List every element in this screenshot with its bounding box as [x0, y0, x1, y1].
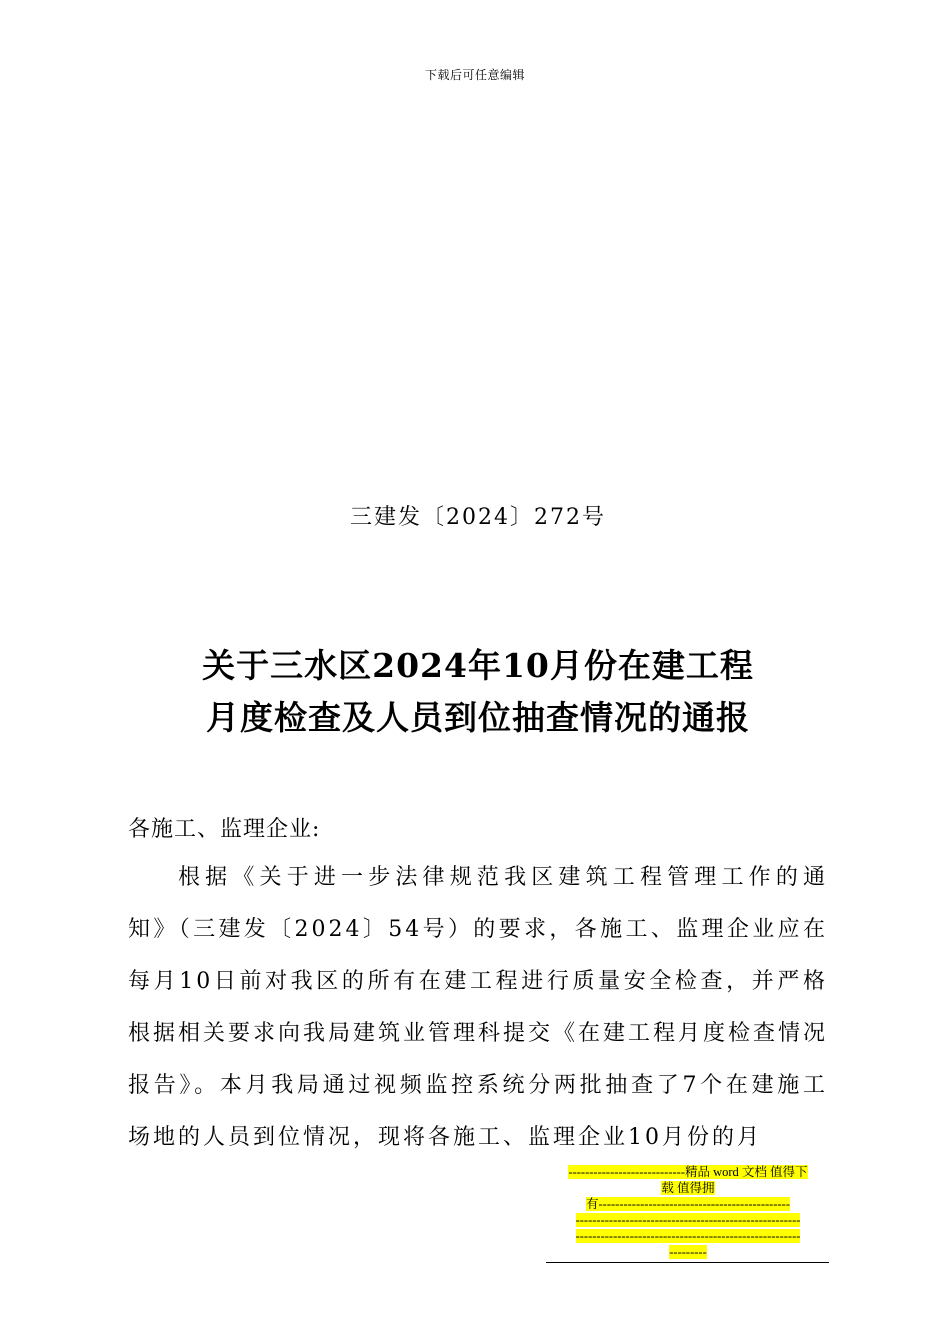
- footer-line-1: ----------------------------精品 word 文档 值得下: [568, 1165, 808, 1179]
- document-title: [0, 640, 950, 744]
- footer-line-3: 有----------------------------------------------: [586, 1197, 790, 1211]
- footer-watermark: [548, 1164, 828, 1260]
- document-number: 三建发〔2024〕272号: [350, 505, 606, 530]
- footer-line-2: 载 值得拥: [661, 1181, 715, 1195]
- title-line-1: 关于三水区2024年10月份在建工程: [202, 646, 754, 685]
- salutation: 各施工、监理企业:: [128, 817, 321, 842]
- header-note: 下载后可任意编辑: [424, 68, 525, 82]
- footer-line-4: ------------------------------------------------------: [575, 1213, 801, 1227]
- title-line-2: 月度检查及人员到位抽查情况的通报: [206, 698, 750, 737]
- body-paragraph: 根据《关于进一步法律规范我区建筑工程管理工作的通知》（三建发〔2024〕54号）的要求，各施工、监理企业应在每月10日前对我区的所有在建工程进行质量安全检查，并严格根据相关要求向我局建筑业管理科提交《在建工程月度检查情况报告》。本月我局通过视频监控系统分两批抽查了7个在建施工场地的人员到位情况，现将各施工、监理企业10月份的月: [128, 865, 829, 1150]
- footer-line-6: ---------: [669, 1245, 707, 1259]
- footer-line-5: ------------------------------------------------------: [575, 1229, 801, 1243]
- footer-divider: [546, 1262, 829, 1263]
